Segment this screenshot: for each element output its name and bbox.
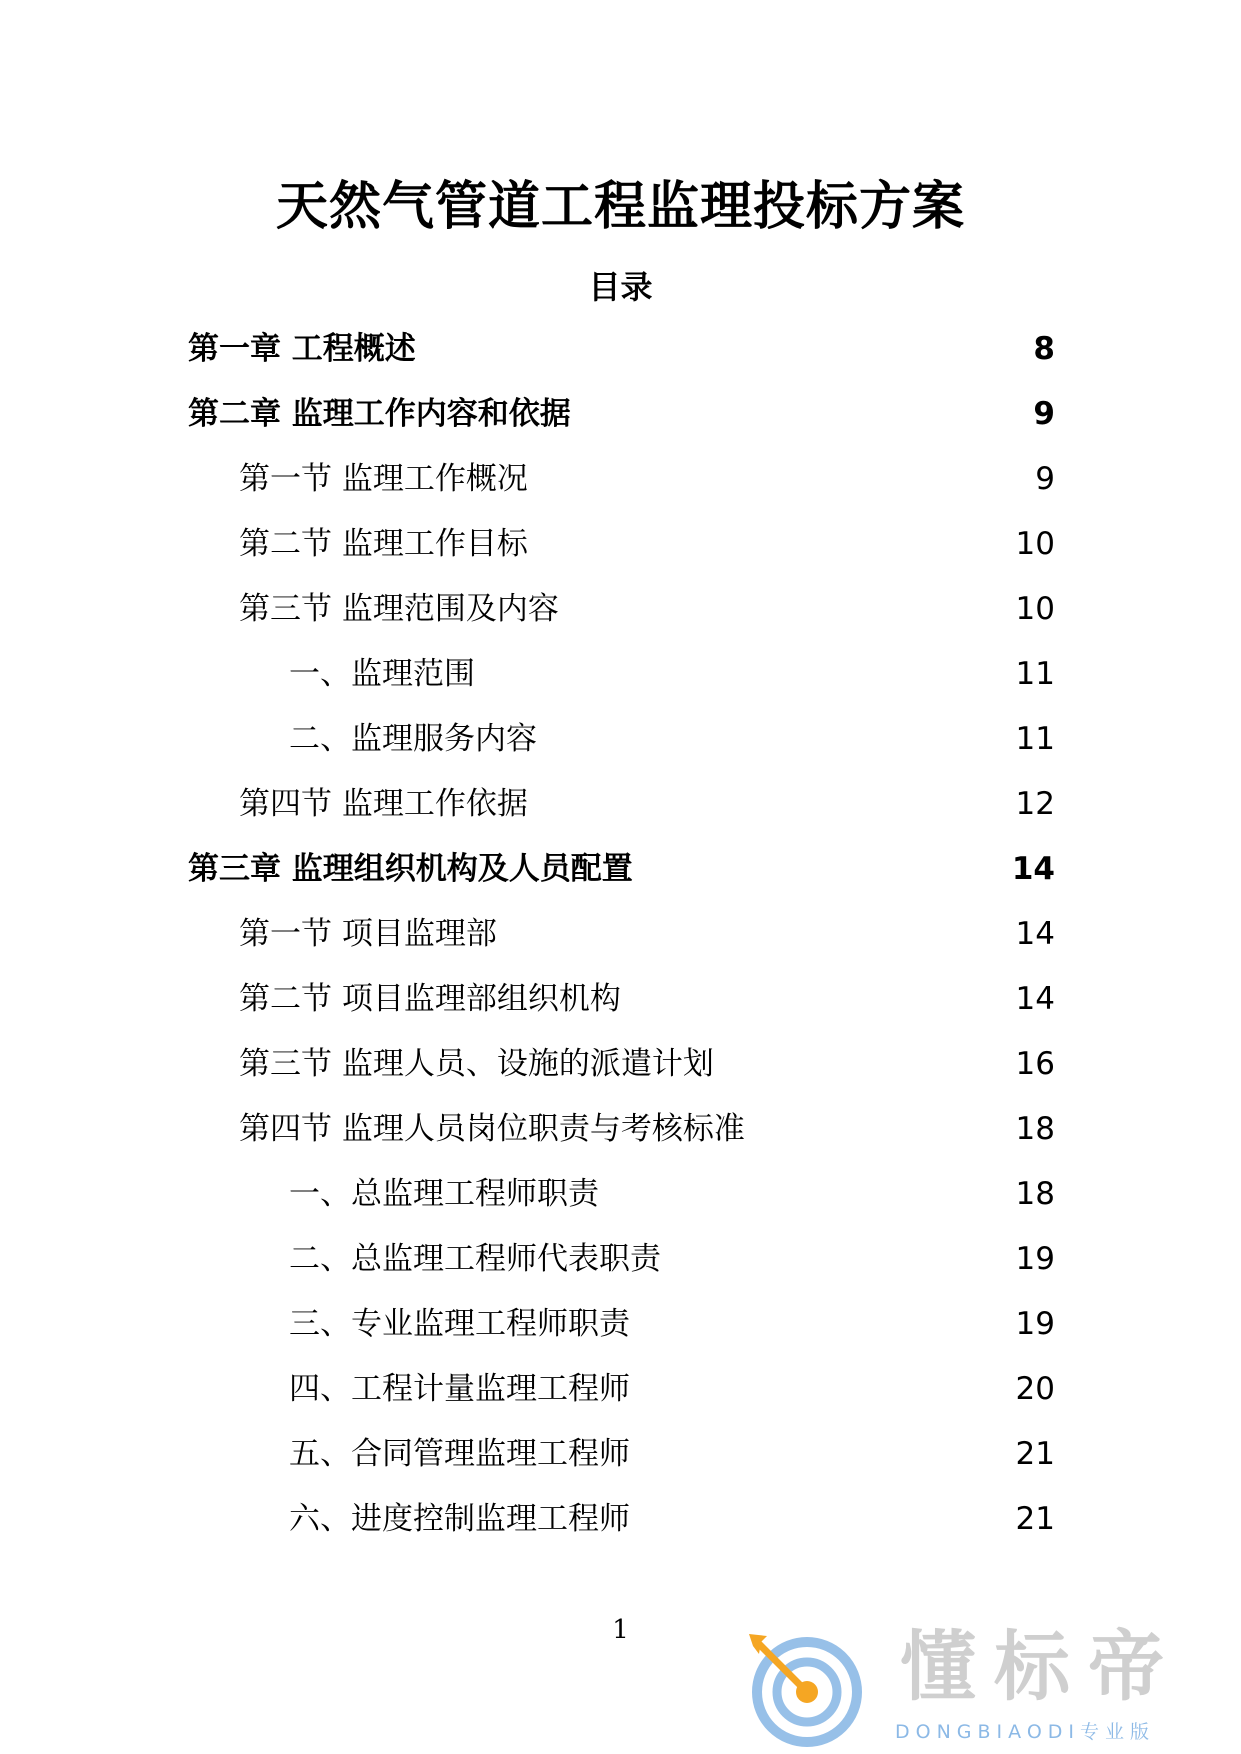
toc-entry[interactable] [188, 390, 1055, 455]
page-number: 1 [612, 1615, 629, 1645]
toc-entry[interactable] [188, 1235, 1055, 1300]
toc-entry-label: 二、监理服务内容 [289, 721, 537, 757]
toc-entry-page: 18 [1015, 1176, 1055, 1212]
toc-entry-label: 第三章 监理组织机构及人员配置 [188, 851, 633, 887]
table-of-contents [188, 325, 1055, 1560]
toc-entry-label: 第二章 监理工作内容和依据 [188, 396, 571, 432]
toc-entry-label: 四、工程计量监理工程师 [289, 1371, 630, 1407]
toc-entry-page: 11 [1015, 656, 1055, 692]
target-arrow-icon [745, 1620, 875, 1750]
toc-entry[interactable] [188, 1040, 1055, 1105]
toc-entry-label: 第三节 监理范围及内容 [239, 591, 559, 627]
toc-entry-page: 9 [1035, 461, 1055, 497]
toc-heading: 目录 [588, 268, 653, 306]
toc-entry-page: 21 [1015, 1436, 1055, 1472]
toc-entry-page: 16 [1015, 1046, 1055, 1082]
toc-entry[interactable] [188, 1105, 1055, 1170]
toc-entry-label: 第四节 监理人员岗位职责与考核标准 [239, 1111, 745, 1147]
toc-entry-label: 五、合同管理监理工程师 [289, 1436, 630, 1472]
toc-entry[interactable] [188, 455, 1055, 520]
toc-entry[interactable] [188, 1495, 1055, 1560]
toc-entry-label: 第一节 项目监理部 [239, 916, 497, 952]
toc-entry-page: 14 [1011, 851, 1055, 887]
toc-entry-label: 二、总监理工程师代表职责 [289, 1241, 661, 1277]
toc-entry-label: 第四节 监理工作依据 [239, 786, 528, 822]
toc-entry-page: 18 [1015, 1111, 1055, 1147]
toc-entry[interactable] [188, 715, 1055, 780]
toc-entry-label: 一、监理范围 [289, 656, 475, 692]
toc-entry-page: 20 [1015, 1371, 1055, 1407]
toc-entry-page: 10 [1015, 591, 1055, 627]
toc-entry-label: 第一章 工程概述 [188, 331, 416, 367]
toc-entry-label: 第三节 监理人员、设施的派遣计划 [239, 1046, 714, 1082]
toc-entry-page: 8 [1033, 331, 1055, 367]
toc-entry-page: 19 [1015, 1241, 1055, 1277]
toc-entry-label: 第二节 监理工作目标 [239, 526, 528, 562]
toc-entry[interactable] [188, 845, 1055, 910]
toc-entry-page: 12 [1015, 786, 1055, 822]
toc-entry-label: 三、专业监理工程师职责 [289, 1306, 630, 1342]
toc-entry-page: 14 [1015, 916, 1055, 952]
toc-entry[interactable] [188, 975, 1055, 1040]
document-title: 天然气管道工程监理投标方案 [275, 177, 965, 237]
toc-entry-page: 10 [1015, 526, 1055, 562]
toc-entry-page: 14 [1015, 981, 1055, 1017]
toc-entry-page: 11 [1015, 721, 1055, 757]
toc-entry[interactable] [188, 1300, 1055, 1365]
watermark [745, 1620, 1225, 1750]
toc-entry[interactable] [188, 780, 1055, 845]
toc-entry[interactable] [188, 1170, 1055, 1235]
toc-entry-page: 21 [1015, 1501, 1055, 1537]
toc-entry[interactable] [188, 520, 1055, 585]
toc-entry-label: 第二节 项目监理部组织机构 [239, 981, 621, 1017]
toc-entry[interactable] [188, 650, 1055, 715]
toc-entry[interactable] [188, 585, 1055, 650]
toc-entry-label: 六、进度控制监理工程师 [289, 1501, 630, 1537]
watermark-name: 懂标帝 [900, 1622, 1182, 1711]
toc-entry[interactable] [188, 1430, 1055, 1495]
watermark-subtitle: DONGBIAODI专业版 [895, 1721, 1156, 1743]
toc-entry[interactable] [188, 910, 1055, 975]
toc-entry-page: 19 [1015, 1306, 1055, 1342]
toc-entry-label: 一、总监理工程师职责 [289, 1176, 599, 1212]
toc-entry-label: 第一节 监理工作概况 [239, 461, 528, 497]
toc-entry[interactable] [188, 1365, 1055, 1430]
toc-entry[interactable] [188, 325, 1055, 390]
toc-entry-page: 9 [1033, 396, 1055, 432]
